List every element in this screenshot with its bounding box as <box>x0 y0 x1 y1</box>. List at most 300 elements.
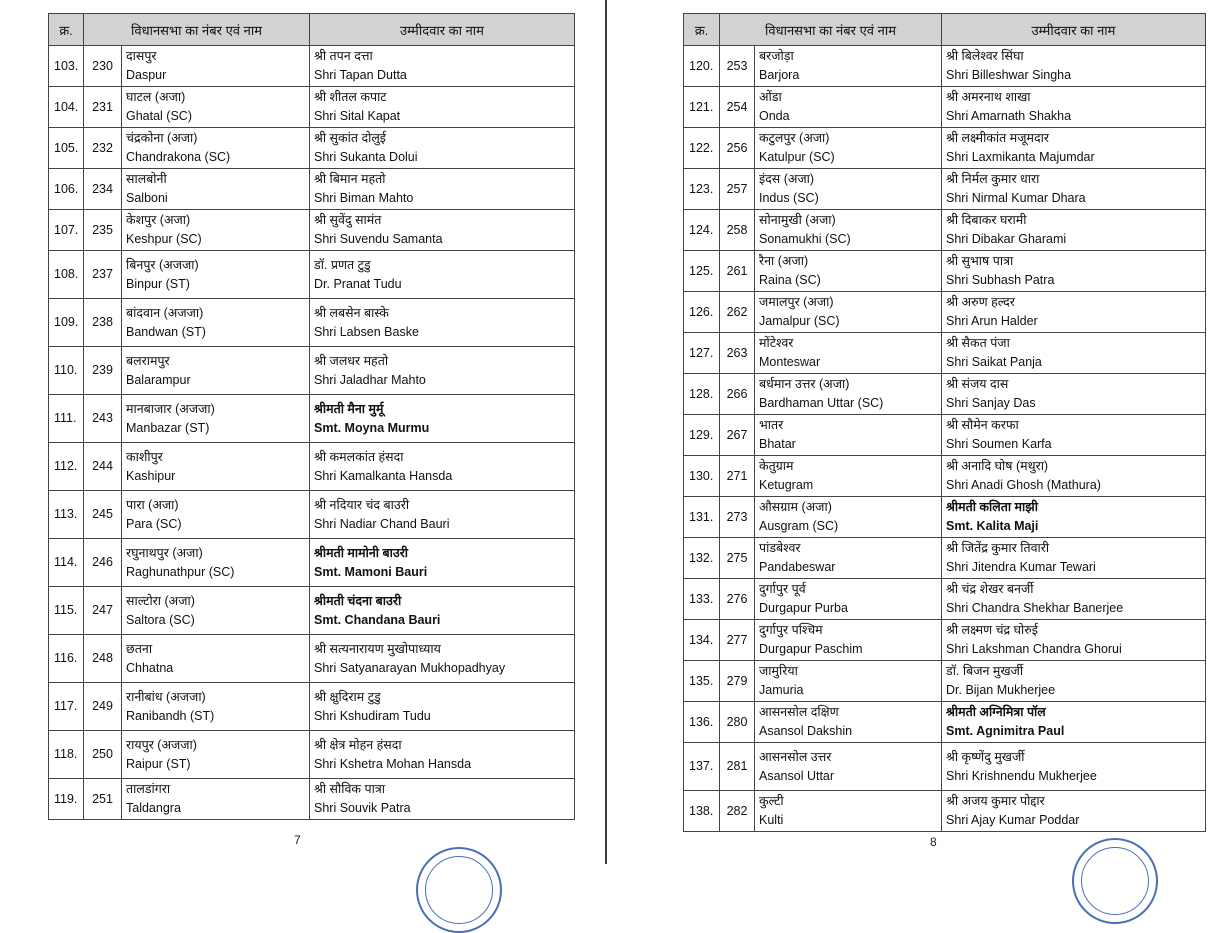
candidate-name-hindi: श्री सत्यनारायण मुखोपाध्याय <box>314 641 441 656</box>
table-row <box>49 169 575 210</box>
serial-cell <box>684 579 720 620</box>
constituency-number-cell <box>720 538 755 579</box>
constituency-name-cell <box>122 299 310 347</box>
candidate-name-cell <box>310 683 575 731</box>
candidate-name-english: Shri Dibakar Gharami <box>946 232 1067 246</box>
constituency-name-english: Pandabeswar <box>759 560 836 574</box>
candidate-name-hindi: श्री कृष्णेंदु मुखर्जी <box>946 749 1025 764</box>
table-row <box>49 347 575 395</box>
table-header-row <box>49 14 575 46</box>
serial-cell <box>684 538 720 579</box>
serial-cell <box>49 395 84 443</box>
constituency-name-cell <box>755 579 942 620</box>
candidate-name-cell <box>942 620 1206 661</box>
serial-number: 122. <box>689 140 714 155</box>
constituency-name-hindi: मोंटेश्वर <box>759 336 794 350</box>
constituency-number-cell <box>720 702 755 743</box>
constituency-name-cell <box>755 743 942 791</box>
table-row <box>684 702 1206 743</box>
candidate-name-hindi: श्री सुवेंदु सामंत <box>314 213 382 227</box>
serial-cell <box>49 635 84 683</box>
serial-cell <box>684 292 720 333</box>
candidate-name-english: Shri Saikat Panja <box>946 355 1042 369</box>
constituency-name-english: Taldangra <box>126 801 181 815</box>
constituency-number-cell <box>84 299 122 347</box>
serial-number: 133. <box>689 591 714 606</box>
serial-cell <box>49 299 84 347</box>
serial-number: 108. <box>54 267 79 281</box>
candidate-name-cell <box>310 251 575 299</box>
constituency-name-hindi: साल्टोरा (अजा) <box>126 593 195 608</box>
constituency-number-cell <box>720 661 755 702</box>
constituency-number-cell <box>84 539 122 587</box>
constituency-name-english: Saltora (SC) <box>126 612 195 627</box>
constituency-name-cell <box>755 456 942 497</box>
table-row <box>49 539 575 587</box>
serial-cell <box>684 620 720 661</box>
constituency-number-cell <box>720 456 755 497</box>
table-row <box>684 538 1206 579</box>
candidate-name-hindi: श्री निर्मल कुमार धारा <box>946 172 1040 186</box>
serial-cell <box>49 491 84 539</box>
serial-cell <box>684 87 720 128</box>
constituency-name-hindi: तालडांगरा <box>126 782 171 796</box>
constituency-number-cell <box>84 683 122 731</box>
constituency-name-cell <box>122 443 310 491</box>
table-row <box>49 443 575 491</box>
constituency-name-hindi: जमालपुर (अजा) <box>759 295 834 309</box>
candidate-name-english: Shri Soumen Karfa <box>946 437 1052 451</box>
constituency-number-cell <box>720 292 755 333</box>
page-right <box>610 0 1212 864</box>
table-body <box>684 46 1206 832</box>
constituency-number-cell <box>720 497 755 538</box>
constituency-name-english: Asansol Dakshin <box>759 724 853 738</box>
constituency-name-cell <box>755 46 942 87</box>
constituency-number: 243 <box>92 411 113 425</box>
table-row <box>684 128 1206 169</box>
constituency-name-hindi: आसनसोल उत्तर <box>759 749 832 764</box>
serial-number: 137. <box>689 759 714 773</box>
candidate-name-english: Shri Kamalkanta Hansda <box>314 468 453 483</box>
serial-number: 114. <box>54 555 78 569</box>
serial-number: 106. <box>54 181 79 196</box>
candidate-name-english: Shri Nirmal Kumar Dhara <box>946 191 1086 205</box>
candidate-name-english: Smt. Mamoni Bauri <box>314 564 428 579</box>
constituency-number: 231 <box>92 99 113 114</box>
constituency-name-english: Bhatar <box>759 437 796 451</box>
candidate-name-hindi: श्री तपन दत्ता <box>314 49 373 63</box>
candidate-name-cell <box>310 128 575 169</box>
constituency-name-hindi: रघुनाथपुर (अजा) <box>126 545 203 560</box>
candidate-name-hindi: श्री बिमान महतो <box>314 172 386 186</box>
serial-cell <box>684 46 720 87</box>
constituency-name-hindi: बरजोड़ा <box>759 49 794 63</box>
candidate-name-cell <box>942 702 1206 743</box>
constituency-number-cell <box>84 443 122 491</box>
candidate-name-hindi: श्री दिबाकर घरामी <box>946 213 1027 227</box>
candidate-name-english: Smt. Chandana Bauri <box>314 612 441 627</box>
constituency-number-cell <box>84 210 122 251</box>
constituency-number: 271 <box>726 468 748 483</box>
constituency-name-cell <box>122 779 310 820</box>
candidate-name-english: Shri Jitendra Kumar Tewari <box>946 560 1096 574</box>
serial-number: 116. <box>54 651 78 665</box>
constituency-name-cell <box>755 333 942 374</box>
serial-number: 104. <box>54 99 79 114</box>
table-row <box>684 579 1206 620</box>
candidate-name-hindi: डॉ. प्रणत टुडु <box>314 257 371 272</box>
candidate-name-cell <box>942 497 1206 538</box>
constituency-number: 246 <box>92 555 113 569</box>
table-row <box>684 374 1206 415</box>
constituency-name-english: Raipur (ST) <box>126 756 191 771</box>
serial-number: 129. <box>689 427 714 442</box>
table-row <box>49 299 575 347</box>
candidate-name-hindi: डॉ. बिजन मुखर्जी <box>946 664 1024 678</box>
candidate-name-english: Shri Jaladhar Mahto <box>314 372 426 387</box>
candidate-name-cell <box>942 46 1206 87</box>
constituency-number-cell <box>84 731 122 779</box>
candidate-name-english: Shri Nadiar Chand Bauri <box>314 516 450 531</box>
constituency-number: 239 <box>92 363 113 377</box>
candidate-name-english: Shri Amarnath Shakha <box>946 109 1072 123</box>
serial-number: 113. <box>54 507 78 521</box>
candidate-name-english: Shri Kshudiram Tudu <box>314 708 431 723</box>
candidate-name-cell <box>942 251 1206 292</box>
header-serial: क्र. <box>684 14 720 46</box>
serial-cell <box>684 333 720 374</box>
constituency-number: 267 <box>726 427 748 442</box>
page-gutter <box>605 0 607 864</box>
serial-cell <box>684 497 720 538</box>
constituency-name-english: Onda <box>759 109 790 123</box>
serial-cell <box>684 702 720 743</box>
constituency-number-cell <box>720 210 755 251</box>
candidate-name-cell <box>942 333 1206 374</box>
serial-number: 123. <box>689 181 714 196</box>
serial-number: 128. <box>689 386 714 401</box>
constituency-name-english: Sonamukhi (SC) <box>759 232 851 246</box>
constituency-name-english: Indus (SC) <box>759 191 819 205</box>
constituency-name-english: Manbazar (ST) <box>126 420 210 435</box>
constituency-name-hindi: दुर्गापुर पश्चिम <box>759 623 823 637</box>
candidate-name-hindi: श्री लक्ष्मण चंद्र घोरुई <box>946 623 1038 637</box>
constituency-name-hindi: चंद्रकोना (अजा) <box>126 131 198 145</box>
serial-number: 117. <box>54 699 78 713</box>
serial-cell <box>49 539 84 587</box>
constituency-name-cell <box>755 251 942 292</box>
constituency-number-cell <box>84 251 122 299</box>
candidate-name-cell <box>942 210 1206 251</box>
constituency-name-english: Durgapur Paschim <box>759 642 863 656</box>
table-row <box>684 169 1206 210</box>
constituency-name-english: Jamalpur (SC) <box>759 314 840 328</box>
constituency-number-cell <box>720 128 755 169</box>
constituency-name-english: Raghunathpur (SC) <box>126 564 235 579</box>
serial-number: 130. <box>689 468 714 483</box>
candidate-name-hindi: श्री लबसेन बास्के <box>314 305 389 320</box>
serial-number: 136. <box>689 714 714 729</box>
constituency-number: 262 <box>726 304 748 319</box>
constituency-number: 247 <box>92 603 113 617</box>
serial-number: 126. <box>689 304 714 319</box>
constituency-name-cell <box>755 702 942 743</box>
constituency-name-english: Durgapur Purba <box>759 601 848 615</box>
candidate-name-hindi: श्री सुभाष पात्रा <box>946 254 1014 268</box>
constituency-number-cell <box>720 743 755 791</box>
candidate-name-cell <box>942 128 1206 169</box>
constituency-name-hindi: कुल्टी <box>759 794 784 808</box>
table-row <box>49 635 575 683</box>
serial-cell <box>684 415 720 456</box>
candidate-name-cell <box>310 779 575 820</box>
constituency-number: 279 <box>726 673 748 688</box>
candidate-name-english: Shri Krishnendu Mukherjee <box>946 768 1097 783</box>
candidate-name-english: Smt. Moyna Murmu <box>314 420 430 435</box>
candidate-name-cell <box>310 169 575 210</box>
table-row <box>49 87 575 128</box>
candidate-name-cell <box>942 374 1206 415</box>
header-serial: क्र. <box>49 14 84 46</box>
serial-number: 119. <box>54 791 78 806</box>
candidate-name-hindi: श्री शीतल कपाट <box>314 90 387 104</box>
constituency-name-english: Salboni <box>126 191 168 205</box>
constituency-name-english: Para (SC) <box>126 516 182 531</box>
serial-number: 127. <box>689 345 714 360</box>
constituency-number-cell <box>720 87 755 128</box>
constituency-number: 238 <box>92 315 113 329</box>
constituency-name-hindi: इंदस (अजा) <box>759 172 815 186</box>
constituency-number-cell <box>720 791 755 832</box>
constituency-number: 244 <box>92 459 113 473</box>
constituency-number-cell <box>720 374 755 415</box>
candidate-name-hindi: श्री लक्ष्मीकांत मजूमदार <box>946 131 1049 145</box>
candidate-name-hindi: श्री अजय कुमार पोद्दार <box>946 794 1045 808</box>
candidate-name-english: Shri Arun Halder <box>946 314 1038 328</box>
candidate-name-cell <box>310 87 575 128</box>
constituency-name-cell <box>122 731 310 779</box>
table-body <box>49 46 575 820</box>
constituency-name-english: Raina (SC) <box>759 273 821 287</box>
candidate-name-hindi: श्रीमती चंदना बाउरी <box>314 593 402 608</box>
table-row <box>49 683 575 731</box>
constituency-number: 235 <box>92 222 113 237</box>
constituency-number-cell <box>84 779 122 820</box>
serial-cell <box>49 587 84 635</box>
serial-number: 125. <box>689 263 714 278</box>
candidate-name-hindi: श्री सैकत पंजा <box>946 336 1010 350</box>
constituency-number-cell <box>84 87 122 128</box>
page-left <box>0 0 603 864</box>
serial-number: 112. <box>54 459 78 473</box>
constituency-number-cell <box>84 347 122 395</box>
constituency-number: 230 <box>92 58 113 73</box>
candidate-name-cell <box>942 87 1206 128</box>
constituency-number: 263 <box>726 345 748 360</box>
candidate-name-english: Shri Lakshman Chandra Ghorui <box>946 642 1122 656</box>
constituency-number: 275 <box>726 550 748 565</box>
constituency-name-cell <box>122 635 310 683</box>
candidate-name-english: Shri Chandra Shekhar Banerjee <box>946 601 1124 615</box>
table-row <box>684 251 1206 292</box>
constituency-name-english: Ranibandh (ST) <box>126 708 215 723</box>
constituency-number: 253 <box>726 58 748 73</box>
serial-number: 109. <box>54 315 79 329</box>
serial-cell <box>49 683 84 731</box>
constituency-name-hindi: काशीपुर <box>126 449 163 464</box>
constituency-name-english: Katulpur (SC) <box>759 150 835 164</box>
constituency-name-english: Bandwan (ST) <box>126 324 206 339</box>
serial-cell <box>684 128 720 169</box>
serial-number: 131. <box>689 509 714 524</box>
constituency-name-hindi: बलरामपुर <box>126 353 170 368</box>
constituency-name-hindi: दुर्गापुर पूर्व <box>759 582 806 596</box>
constituency-name-english: Barjora <box>759 68 800 82</box>
constituency-number: 261 <box>726 263 748 278</box>
constituency-name-hindi: रैना (अजा) <box>759 254 809 268</box>
candidate-name-hindi: श्री सौमेन करफा <box>946 418 1019 432</box>
candidate-name-hindi: श्री सौविक पात्रा <box>314 782 385 796</box>
constituency-name-english: Chhatna <box>126 660 174 675</box>
table-row <box>684 743 1206 791</box>
constituency-name-hindi: कटुलपुर (अजा) <box>759 131 830 145</box>
serial-cell <box>684 791 720 832</box>
constituency-number: 248 <box>92 651 113 665</box>
candidate-name-english: Shri Suvendu Samanta <box>314 232 443 246</box>
candidate-name-cell <box>310 731 575 779</box>
constituency-name-english: Monteswar <box>759 355 821 369</box>
table-row <box>684 497 1206 538</box>
serial-cell <box>49 443 84 491</box>
candidate-name-english: Shri Sukanta Dolui <box>314 150 418 164</box>
candidate-name-english: Shri Souvik Patra <box>314 801 411 815</box>
constituency-name-hindi: दासपुर <box>126 49 157 63</box>
serial-cell <box>49 251 84 299</box>
candidate-name-cell <box>942 292 1206 333</box>
constituency-number: 245 <box>92 507 113 521</box>
constituency-number-cell <box>84 491 122 539</box>
constituency-name-hindi: पारा (अजा) <box>126 497 179 512</box>
serial-cell <box>49 169 84 210</box>
candidate-name-cell <box>942 538 1206 579</box>
constituency-name-hindi: सोनामुखी (अजा) <box>759 213 836 227</box>
constituency-name-english: Daspur <box>126 68 167 82</box>
constituency-name-english: Kashipur <box>126 468 176 483</box>
candidate-name-hindi: श्री चंद्र शेखर बनर्जी <box>946 582 1034 596</box>
constituency-number-cell <box>720 620 755 661</box>
serial-number: 107. <box>54 222 79 237</box>
candidate-name-cell <box>942 743 1206 791</box>
candidate-name-cell <box>310 587 575 635</box>
constituency-name-cell <box>755 292 942 333</box>
page-number: 7 <box>294 833 301 847</box>
candidate-name-cell <box>942 169 1206 210</box>
table-row <box>49 731 575 779</box>
constituency-number: 273 <box>726 509 748 524</box>
constituency-name-cell <box>122 683 310 731</box>
constituency-number-cell <box>84 635 122 683</box>
serial-cell <box>684 251 720 292</box>
serial-cell <box>49 87 84 128</box>
constituency-name-cell <box>122 491 310 539</box>
candidate-name-cell <box>942 579 1206 620</box>
candidate-name-hindi: श्री सुकांत दोलुई <box>314 131 386 145</box>
table-row <box>684 456 1206 497</box>
constituency-number: 249 <box>92 699 113 713</box>
candidate-name-hindi: श्री अरुण हल्दर <box>946 295 1015 309</box>
candidate-table <box>48 13 575 820</box>
serial-cell <box>684 169 720 210</box>
constituency-name-cell <box>755 497 942 538</box>
table-row <box>684 791 1206 832</box>
constituency-name-hindi: घाटल (अजा) <box>126 90 186 104</box>
table-row <box>684 46 1206 87</box>
header-constituency: विधानसभा का नंबर एवं नाम <box>720 14 942 46</box>
candidate-name-hindi: श्री संजय दास <box>946 377 1009 391</box>
serial-cell <box>684 210 720 251</box>
candidate-name-hindi: श्री कमलकांत हंसदा <box>314 449 404 464</box>
constituency-name-hindi: सालबोनी <box>126 172 167 186</box>
constituency-name-english: Ausgram (SC) <box>759 519 839 533</box>
constituency-name-hindi: बर्धमान उत्तर (अजा) <box>759 377 850 391</box>
constituency-name-english: Ghatal (SC) <box>126 109 192 123</box>
constituency-number: 258 <box>726 222 748 237</box>
constituency-name-cell <box>755 538 942 579</box>
candidate-name-english: Dr. Pranat Tudu <box>314 276 402 291</box>
candidate-name-cell <box>310 491 575 539</box>
constituency-name-hindi: रानीबांध (अजजा) <box>126 689 206 704</box>
constituency-name-cell <box>122 587 310 635</box>
table-row <box>49 128 575 169</box>
candidate-name-english: Shri Biman Mahto <box>314 191 414 205</box>
constituency-number-cell <box>720 415 755 456</box>
constituency-number: 234 <box>92 181 113 196</box>
constituency-name-hindi: छतना <box>126 641 153 656</box>
serial-cell <box>684 374 720 415</box>
table-row <box>684 415 1206 456</box>
candidate-name-cell <box>310 443 575 491</box>
constituency-name-cell <box>755 210 942 251</box>
serial-number: 135. <box>689 673 714 688</box>
constituency-name-hindi: आसनसोल दक्षिण <box>759 705 839 719</box>
candidate-name-hindi: श्री क्षुदिराम टुडु <box>314 689 381 704</box>
constituency-name-english: Binpur (ST) <box>126 276 190 291</box>
table-row <box>49 46 575 87</box>
candidate-name-cell <box>942 456 1206 497</box>
constituency-number-cell <box>84 46 122 87</box>
serial-number: 105. <box>54 140 79 155</box>
serial-cell <box>684 456 720 497</box>
candidate-name-cell <box>310 539 575 587</box>
candidate-name-cell <box>942 661 1206 702</box>
candidate-name-hindi: श्रीमती कलिता माझी <box>946 500 1038 514</box>
constituency-number-cell <box>720 169 755 210</box>
candidate-name-cell <box>310 46 575 87</box>
candidate-name-hindi: श्रीमती अग्निमित्रा पॉल <box>946 705 1046 719</box>
candidate-name-english: Shri Ajay Kumar Poddar <box>946 813 1080 827</box>
candidate-name-hindi: श्री बिलेश्वर सिंघा <box>946 49 1024 63</box>
constituency-name-hindi: बिनपुर (अजजा) <box>126 257 199 272</box>
constituency-number: 232 <box>92 140 113 155</box>
serial-cell <box>49 779 84 820</box>
serial-cell <box>49 731 84 779</box>
constituency-name-english: Ketugram <box>759 478 814 492</box>
constituency-number-cell <box>84 395 122 443</box>
constituency-number-cell <box>84 587 122 635</box>
candidate-name-hindi: श्री क्षेत्र मोहन हंसदा <box>314 737 402 752</box>
candidate-name-hindi: श्री जलधर महतो <box>314 353 389 368</box>
